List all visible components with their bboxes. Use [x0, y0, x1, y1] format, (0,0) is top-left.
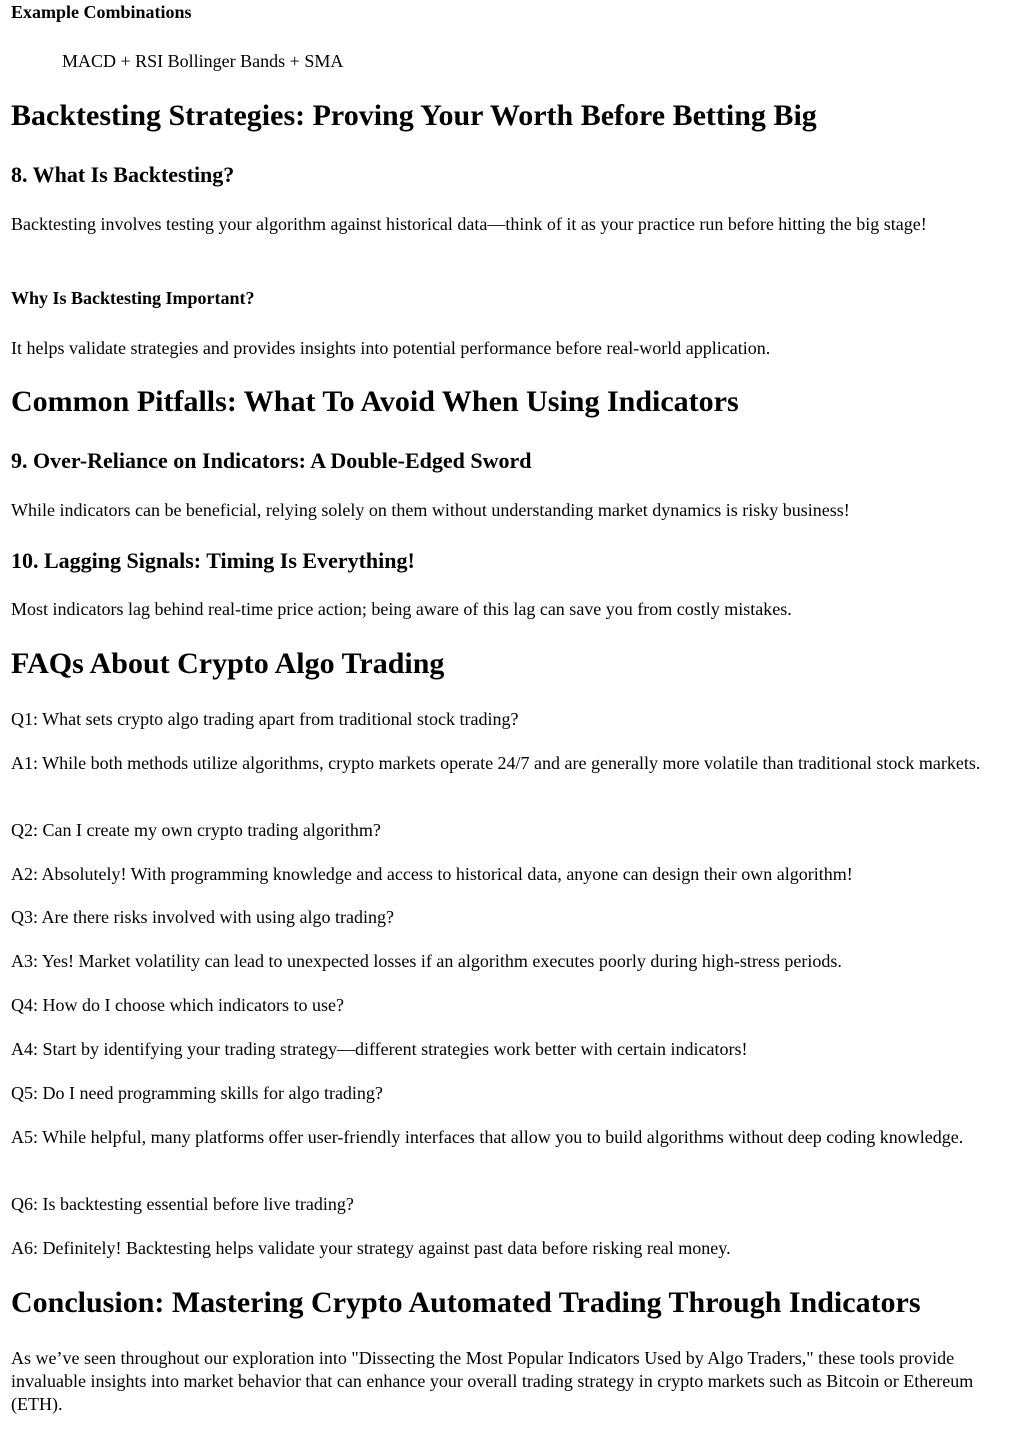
faq-a5: A5: While helpful, many platforms offer user-friendly interfaces that allow you to build algorithms without deep coding knowledge. — [11, 1127, 964, 1147]
faq-q5: Q5: Do I need programming skills for algo trading? — [11, 1083, 383, 1103]
faq-q1: Q1: What sets crypto algo trading apart from traditional stock trading? — [11, 709, 519, 729]
over-reliance-heading: 9. Over-Reliance on Indicators: A Double-Edged Sword — [11, 448, 532, 473]
conclusion-paragraph: As we’ve seen throughout our exploration into "Dissecting the Most Popular Indicators Used by Algo Traders," these tools provide invaluable insights into market behavior that can enhance your overall trading strategy in crypto markets such as Bitcoin or Ethereum (ETH). — [11, 1348, 974, 1414]
why-backtesting-heading: Why Is Backtesting Important? — [11, 288, 255, 308]
faq-a2: A2: Absolutely! With programming knowledge and access to historical data, anyone can design their own algorithm! — [11, 864, 853, 884]
faq-q2: Q2: Can I create my own crypto trading algorithm? — [11, 820, 381, 840]
faq-q6: Q6: Is backtesting essential before live trading? — [11, 1194, 354, 1214]
faq-a4: A4: Start by identifying your trading strategy—different strategies work better with certain indicators! — [11, 1039, 748, 1059]
conclusion-heading: Conclusion: Mastering Crypto Automated Trading Through Indicators — [11, 1286, 921, 1319]
faq-a6: A6: Definitely! Backtesting helps validate your strategy against past data before risking real money. — [11, 1238, 731, 1258]
why-backtesting-paragraph: It helps validate strategies and provides insights into potential performance before real-world application. — [11, 338, 771, 358]
what-is-backtesting-heading: 8. What Is Backtesting? — [11, 162, 235, 187]
example-combinations-heading: Example Combinations — [11, 2, 192, 22]
backtesting-heading: Backtesting Strategies: Proving Your Worth Before Betting Big — [11, 99, 817, 132]
faqs-heading: FAQs About Crypto Algo Trading — [11, 647, 445, 680]
faq-q3: Q3: Are there risks involved with using algo trading? — [11, 907, 394, 927]
over-reliance-paragraph: While indicators can be beneficial, relying solely on them without understanding market dynamics is risky business! — [11, 500, 850, 520]
pitfalls-heading: Common Pitfalls: What To Avoid When Using Indicators — [11, 385, 739, 418]
example-combinations-item: MACD + RSI Bollinger Bands + SMA — [62, 51, 344, 71]
lagging-signals-heading: 10. Lagging Signals: Timing Is Everything! — [11, 548, 415, 573]
what-is-backtesting-paragraph: Backtesting involves testing your algorithm against historical data—think of it as your practice run before hitting the big stage! — [11, 214, 927, 234]
lagging-signals-paragraph: Most indicators lag behind real-time price action; being aware of this lag can save you from costly mistakes. — [11, 599, 792, 619]
faq-a3: A3: Yes! Market volatility can lead to unexpected losses if an algorithm executes poorly during high-stress periods. — [11, 951, 842, 971]
faq-a1: A1: While both methods utilize algorithms, crypto markets operate 24/7 and are generally more volatile than traditional stock markets. — [11, 753, 981, 773]
faq-q4: Q4: How do I choose which indicators to use? — [11, 995, 344, 1015]
